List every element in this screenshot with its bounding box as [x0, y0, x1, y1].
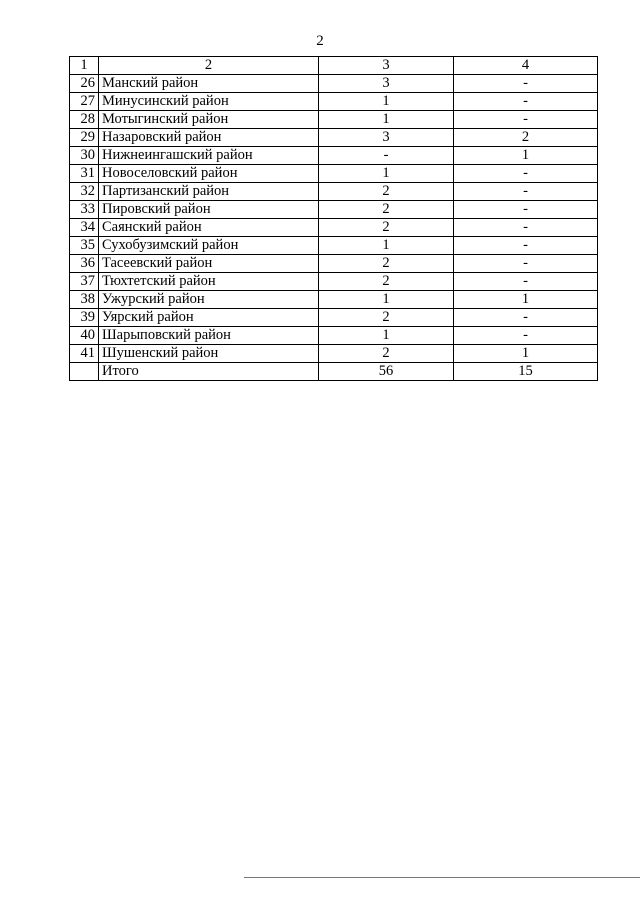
column-3-cell: 2	[319, 219, 454, 237]
column-4-cell: -	[454, 237, 598, 255]
table-row	[70, 237, 598, 255]
district-name-cell: Минусинский район	[99, 93, 319, 111]
column-3-cell: 1	[319, 93, 454, 111]
row-number-cell	[70, 363, 99, 381]
district-name-cell: Шарыповский район	[99, 327, 319, 345]
district-name-cell: Нижнеингашский район	[99, 147, 319, 165]
page-number: 2	[316, 33, 324, 49]
district-name-cell: Тюхтетский район	[99, 273, 319, 291]
column-3-cell: 3	[319, 129, 454, 147]
column-4-cell: -	[454, 183, 598, 201]
header-cell-1: 1	[70, 57, 99, 75]
column-4-cell: -	[454, 219, 598, 237]
bottom-rule	[244, 877, 640, 878]
district-name-cell: Уярский район	[99, 309, 319, 327]
column-4-cell: -	[454, 201, 598, 219]
row-number-cell: 34	[70, 219, 99, 237]
column-3-cell: 1	[319, 291, 454, 309]
column-3-cell: 3	[319, 75, 454, 93]
column-4-cell: 1	[454, 345, 598, 363]
column-4-cell: 2	[454, 129, 598, 147]
column-4-cell: -	[454, 327, 598, 345]
table-row	[70, 75, 598, 93]
row-number-cell: 30	[70, 147, 99, 165]
header-cell-4: 4	[454, 57, 598, 75]
column-4-cell: 15	[454, 363, 598, 381]
row-number-cell: 36	[70, 255, 99, 273]
table-header-row	[70, 57, 598, 75]
table-row	[70, 165, 598, 183]
table-row	[70, 291, 598, 309]
row-number-cell: 32	[70, 183, 99, 201]
district-name-cell: Новоселовский район	[99, 165, 319, 183]
district-name-cell: Сухобузимский район	[99, 237, 319, 255]
row-number-cell: 37	[70, 273, 99, 291]
district-name-cell: Тасеевский район	[99, 255, 319, 273]
column-3-cell: 1	[319, 327, 454, 345]
district-name-cell: Партизанский район	[99, 183, 319, 201]
table-row	[70, 129, 598, 147]
table-row	[70, 219, 598, 237]
district-name-cell: Шушенский район	[99, 345, 319, 363]
column-4-cell: 1	[454, 291, 598, 309]
column-3-cell: 2	[319, 183, 454, 201]
total-row	[70, 363, 598, 381]
column-3-cell: 2	[319, 201, 454, 219]
row-number-cell: 38	[70, 291, 99, 309]
column-3-cell: 2	[319, 255, 454, 273]
table-row	[70, 345, 598, 363]
table-row	[70, 201, 598, 219]
header-cell-2: 2	[99, 57, 319, 75]
column-3-cell: 2	[319, 345, 454, 363]
district-name-cell: Пировский район	[99, 201, 319, 219]
column-3-cell: 1	[319, 111, 454, 129]
column-4-cell: -	[454, 93, 598, 111]
column-4-cell: -	[454, 75, 598, 93]
column-4-cell: -	[454, 165, 598, 183]
column-3-cell: -	[319, 147, 454, 165]
row-number-cell: 28	[70, 111, 99, 129]
column-4-cell: -	[454, 255, 598, 273]
column-4-cell: 1	[454, 147, 598, 165]
districts-table	[69, 56, 598, 381]
table-row	[70, 183, 598, 201]
table-row	[70, 327, 598, 345]
district-name-cell: Мотыгинский район	[99, 111, 319, 129]
row-number-cell: 27	[70, 93, 99, 111]
row-number-cell: 39	[70, 309, 99, 327]
header-cell-3: 3	[319, 57, 454, 75]
district-name-cell: Саянский район	[99, 219, 319, 237]
row-number-cell: 29	[70, 129, 99, 147]
column-3-cell: 2	[319, 309, 454, 327]
row-number-cell: 33	[70, 201, 99, 219]
table-row	[70, 147, 598, 165]
row-number-cell: 26	[70, 75, 99, 93]
row-number-cell: 31	[70, 165, 99, 183]
district-name-cell: Ужурский район	[99, 291, 319, 309]
table-row	[70, 93, 598, 111]
district-name-cell: Манский район	[99, 75, 319, 93]
district-name-cell: Итого	[99, 363, 319, 381]
column-3-cell: 56	[319, 363, 454, 381]
row-number-cell: 40	[70, 327, 99, 345]
column-3-cell: 1	[319, 165, 454, 183]
district-name-cell: Назаровский район	[99, 129, 319, 147]
column-4-cell: -	[454, 309, 598, 327]
table-row	[70, 111, 598, 129]
column-3-cell: 1	[319, 237, 454, 255]
row-number-cell: 35	[70, 237, 99, 255]
table-row	[70, 255, 598, 273]
table-row	[70, 273, 598, 291]
table-row	[70, 309, 598, 327]
column-3-cell: 2	[319, 273, 454, 291]
column-4-cell: -	[454, 273, 598, 291]
column-4-cell: -	[454, 111, 598, 129]
row-number-cell: 41	[70, 345, 99, 363]
